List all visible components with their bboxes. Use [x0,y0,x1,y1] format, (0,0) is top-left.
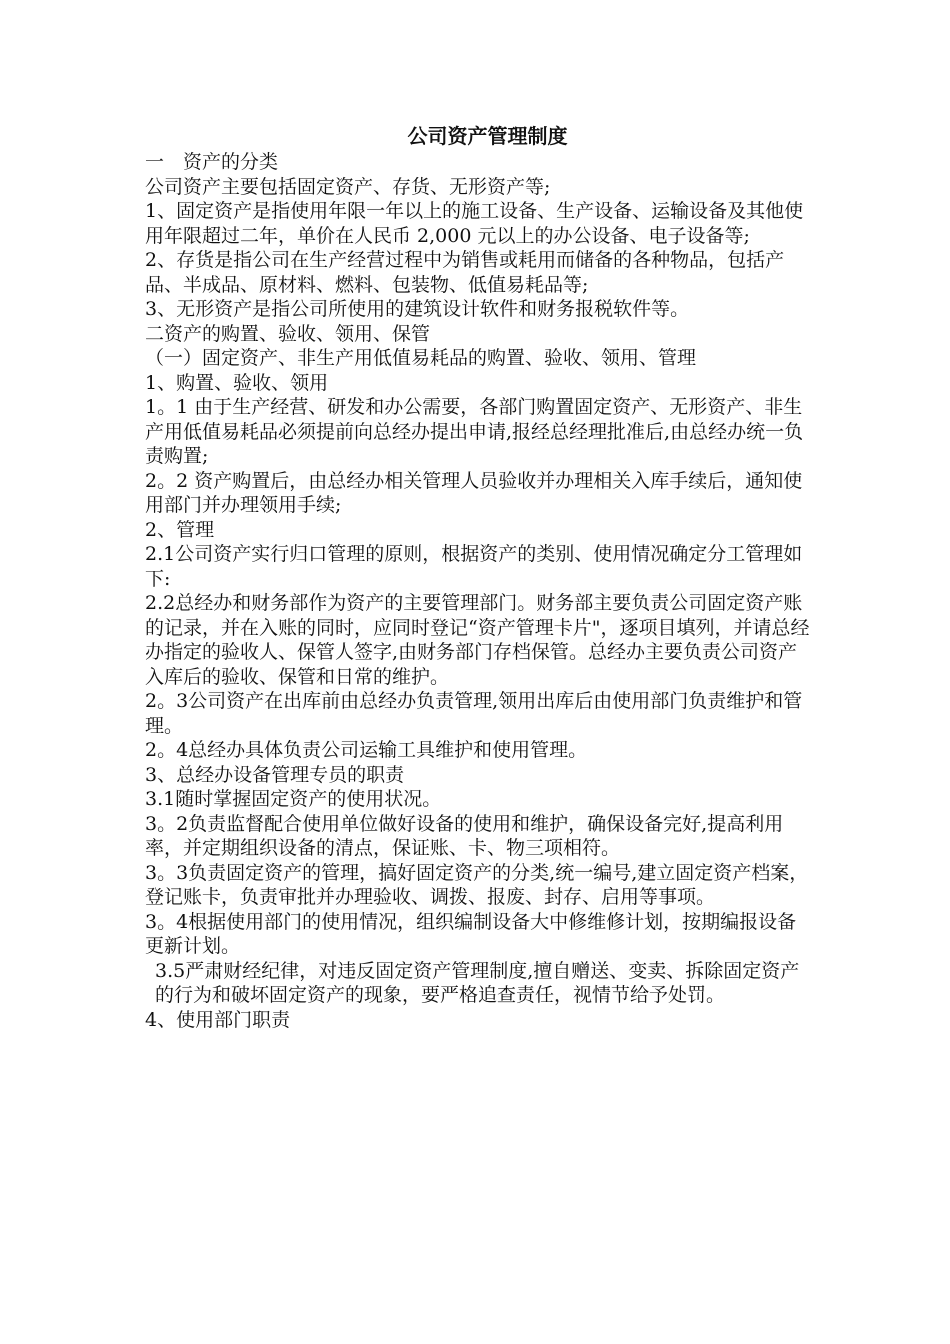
subheading: 4、使用部门职责 [145,1008,291,1031]
subheading: 2、管理 [145,518,215,541]
document-title: 公司资产管理制度 [407,124,568,148]
subheading: 1、购置、验收、领用 [145,371,329,394]
paragraph: 3。4根据使用部门的使用情况，组织编制设备大中修维修计划，按期编报设备更新计划。 [145,910,797,957]
section-heading-1: 一 资产的分类 [145,151,279,173]
paragraph: 1。1 由于生产经营、研发和办公需要，各部门购置固定资产、无形资产、非生产用低值易耗品必须提前向总经办提出申请,报经总经理批准后,由总经办统一负责购置; [145,396,804,467]
paragraph: 2.1公司资产实行归口管理的原则，根据资产的类别、使用情况确定分工管理如下: [145,543,803,590]
subheading: 3、总经办设备管理专员的职责 [145,763,405,786]
paragraph: 2。2 资产购置后，由总经办相关管理人员验收并办理相关入库手续后，通知使用部门并办理领用手续; [145,469,803,516]
paragraph: 3。3负责固定资产的管理，搞好固定资产的分类,统一编号,建立固定资产档案，登记账卡，负责审批并办理验收、调拨、报废、封存、启用等事项。 [145,861,809,908]
paragraph: 3、无形资产是指公司所使用的建筑设计软件和财务报税软件等。 [145,298,690,320]
paragraph: 2、存货是指公司在生产经营过程中为销售或耗用而储备的各种物品，包括产品、半成品、原材料、燃料、包装物、低值易耗品等; [145,249,785,296]
paragraph: 1、固定资产是指使用年限一年以上的施工设备、生产设备、运输设备及其他使用年限超过二年，单价在人民币 2,000 元以上的办公设备、电子设备等; [145,200,804,247]
section-heading-2: 二资产的购置、验收、领用、保管 [145,322,431,345]
document-page [145,122,810,1032]
subsection-heading: （一）固定资产、非生产用低值易耗品的购置、验收、领用、管理 [145,347,697,369]
paragraph: 3.5严肃财经纪律，对违反固定资产管理制度,擅自赠送、变卖、拆除固定资产的行为和破坏固定资产的现象，要严格追查责任，视情节给予处罚。 [155,959,800,1006]
paragraph: 3。2负责监督配合使用单位做好设备的使用和维护，确保设备完好,提高利用率，并定期组织设备的清点，保证账、卡、物三项相符。 [145,812,784,859]
paragraph: 2。4总经办具体负责公司运输工具维护和使用管理。 [145,739,588,761]
paragraph: 3.1随时掌握固定资产的使用状况。 [145,788,442,810]
paragraph: 2.2总经办和财务部作为资产的主要管理部门。财务部主要负责公司固定资产账的记录，并在入账的同时，应同时登记“资产管理卡片"，逐项目填列，并请总经办指定的验收人、保管人签字,由财务部门存档保管。总经办主要负责公司资产入库后的验收、保管和日常的维护。 [145,592,810,688]
paragraph: 2。3公司资产在出库前由总经办负责管理,领用出库后由使用部门负责维护和管理。 [145,690,803,737]
paragraph: 公司资产主要包括固定资产、存货、无形资产等; [145,175,551,198]
